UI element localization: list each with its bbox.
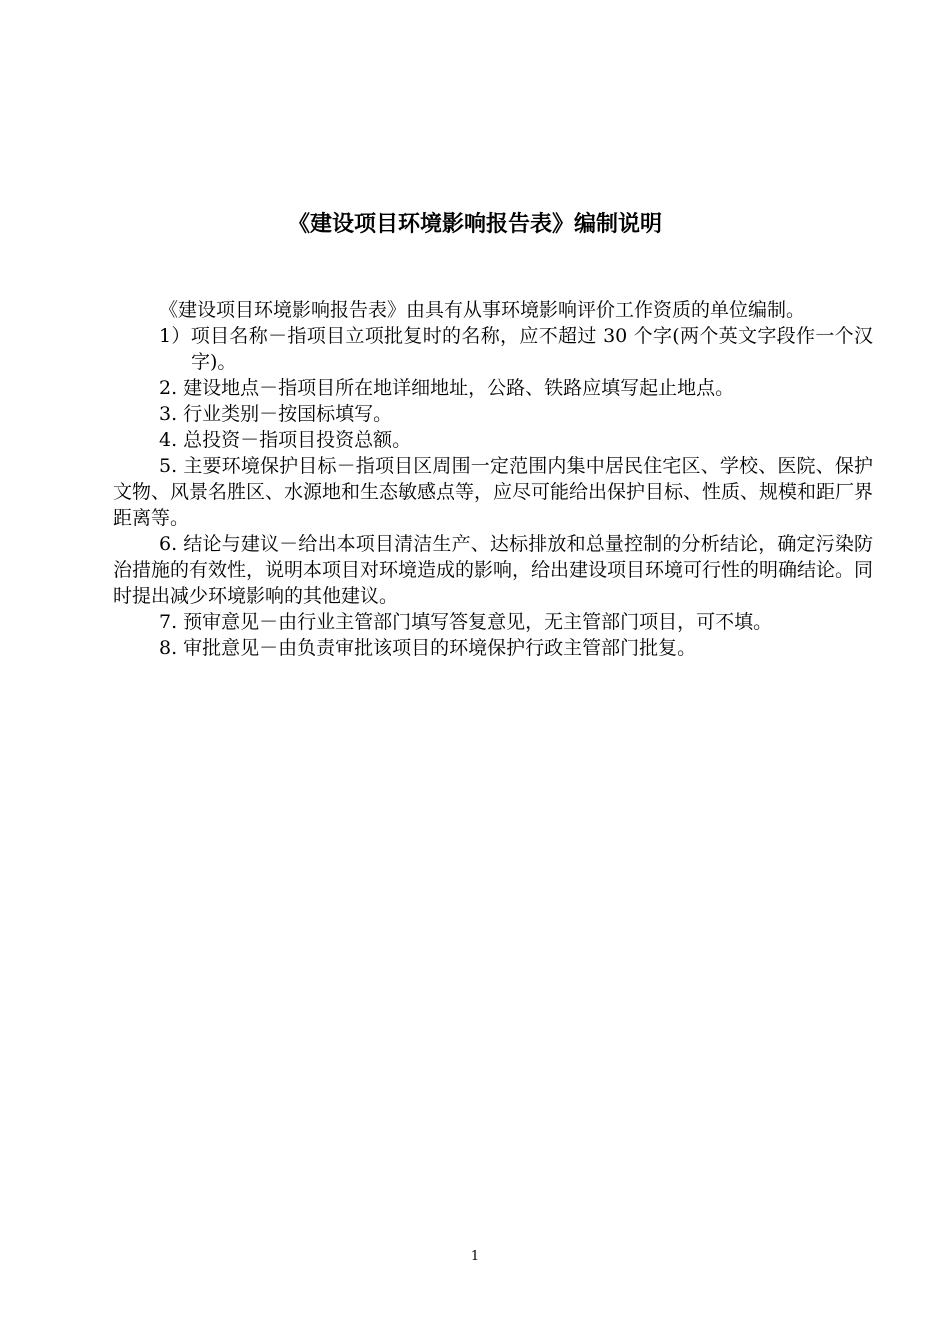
page-title: 《建设项目环境影响报告表》编制说明 — [287, 211, 662, 237]
list-item-3: 3. 行业类别－按国标填写。 — [159, 403, 393, 425]
list-item-8: 8. 审批意见－由负责审批该项目的环境保护行政主管部门批复。 — [159, 637, 697, 659]
list-item-5: 5. 主要环境保护目标－指项目区周围一定范围内集中居民住宅区、学校、医院、保护文物、风景名胜区、水源地和生态敏感点等，应尽可能给出保护目标、性质、规模和距厂界距离等。 — [113, 455, 874, 529]
document-body — [113, 297, 873, 661]
intro-paragraph: 《建设项目环境影响报告表》由具有从事环境影响评价工作资质的单位编制。 — [159, 299, 806, 321]
list-item-1: 1）项目名称－指项目立项批复时的名称，应不超过 30 个字(两个英文字段作一个汉字)。 — [159, 325, 873, 373]
list-item-4: 4. 总投资－指项目投资总额。 — [159, 429, 412, 451]
list-item-2: 2. 建设地点－指项目所在地详细地址，公路、铁路应填写起止地点。 — [159, 377, 735, 399]
page-number: 1 — [470, 1249, 480, 1264]
list-item-7: 7. 预审意见－由行业主管部门填写答复意见，无主管部门项目，可不填。 — [159, 611, 773, 633]
list-item-6: 6. 结论与建议－给出本项目清洁生产、达标排放和总量控制的分析结论，确定污染防治措施的有效性，说明本项目对环境造成的影响，给出建设项目环境可行性的明确结论。同时提出减少环境影响的其他建议。 — [113, 533, 874, 607]
